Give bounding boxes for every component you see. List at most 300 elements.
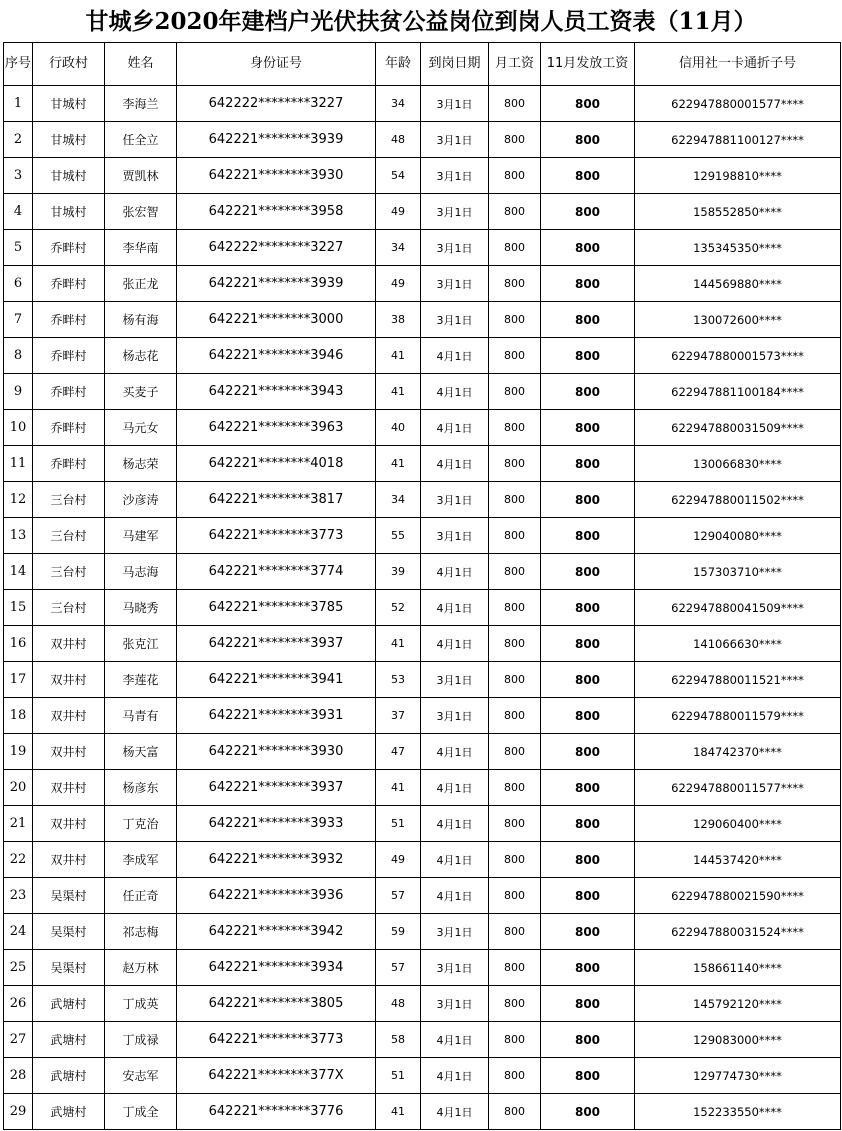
cell-salary: 800 [489, 410, 541, 446]
cell-id: 642222********3227 [177, 86, 376, 122]
cell-name: 安志军 [105, 1058, 177, 1094]
cell-seq: 16 [4, 626, 33, 662]
cell-salary: 800 [489, 1058, 541, 1094]
cell-salary: 800 [489, 698, 541, 734]
cell-salary: 800 [489, 338, 541, 374]
cell-date: 3月1日 [421, 194, 489, 230]
cell-id: 642221********3937 [177, 770, 376, 806]
cell-salary: 800 [489, 302, 541, 338]
cell-date: 3月1日 [421, 698, 489, 734]
cell-paid: 800 [541, 446, 635, 482]
cell-seq: 1 [4, 86, 33, 122]
cell-village: 乔畔村 [33, 410, 105, 446]
cell-id: 642221********377X [177, 1058, 376, 1094]
cell-name: 马建军 [105, 518, 177, 554]
cell-name: 李成军 [105, 842, 177, 878]
table-row [4, 734, 841, 770]
table-row [4, 266, 841, 302]
cell-date: 3月1日 [421, 230, 489, 266]
cell-salary: 800 [489, 914, 541, 950]
table-row [4, 842, 841, 878]
cell-account: 622947880041509**** [635, 590, 841, 626]
cell-name: 杨彦东 [105, 770, 177, 806]
table-row [4, 590, 841, 626]
cell-id: 642221********3930 [177, 734, 376, 770]
cell-paid: 800 [541, 914, 635, 950]
cell-salary: 800 [489, 950, 541, 986]
cell-age: 41 [376, 338, 421, 374]
table-row [4, 302, 841, 338]
cell-id: 642221********3773 [177, 518, 376, 554]
cell-name: 李海兰 [105, 86, 177, 122]
cell-seq: 6 [4, 266, 33, 302]
cell-date: 4月1日 [421, 842, 489, 878]
cell-account: 622947880011579**** [635, 698, 841, 734]
cell-paid: 800 [541, 698, 635, 734]
cell-account: 144537420**** [635, 842, 841, 878]
cell-salary: 800 [489, 878, 541, 914]
cell-age: 49 [376, 266, 421, 302]
cell-seq: 12 [4, 482, 33, 518]
cell-date: 3月1日 [421, 482, 489, 518]
cell-village: 双井村 [33, 842, 105, 878]
cell-paid: 800 [541, 230, 635, 266]
cell-account: 130066830**** [635, 446, 841, 482]
cell-salary: 800 [489, 446, 541, 482]
cell-name: 杨志花 [105, 338, 177, 374]
cell-date: 3月1日 [421, 914, 489, 950]
cell-account: 622947880011577**** [635, 770, 841, 806]
cell-id: 642221********3963 [177, 410, 376, 446]
cell-name: 马青有 [105, 698, 177, 734]
cell-village: 武塘村 [33, 1058, 105, 1094]
cell-account: 145792120**** [635, 986, 841, 1022]
cell-id: 642221********3776 [177, 1094, 376, 1130]
cell-village: 双井村 [33, 698, 105, 734]
cell-seq: 10 [4, 410, 33, 446]
table-row [4, 662, 841, 698]
cell-age: 59 [376, 914, 421, 950]
cell-salary: 800 [489, 734, 541, 770]
table-row [4, 446, 841, 482]
cell-id: 642221********3939 [177, 122, 376, 158]
cell-name: 张宏智 [105, 194, 177, 230]
cell-date: 4月1日 [421, 338, 489, 374]
cell-id: 642221********3943 [177, 374, 376, 410]
cell-salary: 800 [489, 590, 541, 626]
table-row [4, 482, 841, 518]
cell-id: 642221********3785 [177, 590, 376, 626]
cell-age: 49 [376, 194, 421, 230]
cell-age: 34 [376, 230, 421, 266]
cell-name: 马元女 [105, 410, 177, 446]
cell-salary: 800 [489, 770, 541, 806]
table-row [4, 1058, 841, 1094]
cell-village: 三台村 [33, 590, 105, 626]
col-header-paid: 11月发放工资 [541, 43, 635, 86]
col-header-account: 信用社一卡通折子号 [635, 43, 841, 86]
cell-account: 622947881100184**** [635, 374, 841, 410]
cell-age: 49 [376, 842, 421, 878]
cell-account: 158661140**** [635, 950, 841, 986]
cell-paid: 800 [541, 86, 635, 122]
cell-name: 李莲花 [105, 662, 177, 698]
cell-seq: 8 [4, 338, 33, 374]
cell-account: 622947881100127**** [635, 122, 841, 158]
cell-id: 642221********3946 [177, 338, 376, 374]
table-row [4, 878, 841, 914]
table-row [4, 1094, 841, 1130]
cell-name: 任全立 [105, 122, 177, 158]
cell-name: 张正龙 [105, 266, 177, 302]
table-row [4, 806, 841, 842]
cell-paid: 800 [541, 770, 635, 806]
cell-village: 吴渠村 [33, 950, 105, 986]
table-row [4, 770, 841, 806]
table-row [4, 698, 841, 734]
cell-date: 3月1日 [421, 662, 489, 698]
cell-account: 622947880001577**** [635, 86, 841, 122]
table-row [4, 86, 841, 122]
cell-account: 622947880021590**** [635, 878, 841, 914]
cell-salary: 800 [489, 554, 541, 590]
cell-village: 乔畔村 [33, 338, 105, 374]
cell-id: 642221********3774 [177, 554, 376, 590]
cell-date: 4月1日 [421, 1058, 489, 1094]
cell-id: 642221********3805 [177, 986, 376, 1022]
table-row [4, 626, 841, 662]
cell-paid: 800 [541, 158, 635, 194]
cell-account: 157303710**** [635, 554, 841, 590]
cell-date: 4月1日 [421, 446, 489, 482]
cell-village: 双井村 [33, 734, 105, 770]
cell-seq: 22 [4, 842, 33, 878]
cell-paid: 800 [541, 338, 635, 374]
cell-account: 152233550**** [635, 1094, 841, 1130]
cell-name: 贾凯林 [105, 158, 177, 194]
cell-seq: 21 [4, 806, 33, 842]
cell-paid: 800 [541, 122, 635, 158]
cell-seq: 19 [4, 734, 33, 770]
cell-name: 李华南 [105, 230, 177, 266]
cell-name: 杨有海 [105, 302, 177, 338]
cell-paid: 800 [541, 1094, 635, 1130]
col-header-date: 到岗日期 [421, 43, 489, 86]
cell-account: 144569880**** [635, 266, 841, 302]
cell-paid: 800 [541, 626, 635, 662]
cell-id: 642221********3939 [177, 266, 376, 302]
cell-paid: 800 [541, 734, 635, 770]
table-row [4, 338, 841, 374]
table-row [4, 950, 841, 986]
table-row [4, 230, 841, 266]
cell-village: 武塘村 [33, 1094, 105, 1130]
cell-age: 39 [376, 554, 421, 590]
cell-seq: 27 [4, 1022, 33, 1058]
col-header-age: 年龄 [376, 43, 421, 86]
cell-age: 41 [376, 374, 421, 410]
cell-village: 三台村 [33, 482, 105, 518]
cell-paid: 800 [541, 986, 635, 1022]
cell-name: 杨天富 [105, 734, 177, 770]
cell-date: 3月1日 [421, 950, 489, 986]
cell-seq: 4 [4, 194, 33, 230]
cell-age: 52 [376, 590, 421, 626]
table-row [4, 554, 841, 590]
cell-seq: 5 [4, 230, 33, 266]
cell-paid: 800 [541, 302, 635, 338]
cell-age: 34 [376, 86, 421, 122]
table-row [4, 518, 841, 554]
cell-date: 3月1日 [421, 302, 489, 338]
cell-date: 3月1日 [421, 86, 489, 122]
cell-paid: 800 [541, 374, 635, 410]
cell-account: 135345350**** [635, 230, 841, 266]
cell-account: 622947880011502**** [635, 482, 841, 518]
cell-date: 3月1日 [421, 986, 489, 1022]
cell-village: 吴渠村 [33, 878, 105, 914]
cell-name: 任正奇 [105, 878, 177, 914]
cell-paid: 800 [541, 590, 635, 626]
cell-id: 642221********3933 [177, 806, 376, 842]
cell-id: 642221********3941 [177, 662, 376, 698]
cell-date: 4月1日 [421, 590, 489, 626]
cell-age: 54 [376, 158, 421, 194]
cell-village: 武塘村 [33, 986, 105, 1022]
cell-name: 杨志荣 [105, 446, 177, 482]
cell-name: 丁成禄 [105, 1022, 177, 1058]
cell-date: 3月1日 [421, 158, 489, 194]
cell-name: 丁克治 [105, 806, 177, 842]
cell-village: 甘城村 [33, 86, 105, 122]
cell-id: 642221********3936 [177, 878, 376, 914]
cell-account: 130072600**** [635, 302, 841, 338]
cell-id: 642221********3958 [177, 194, 376, 230]
cell-seq: 11 [4, 446, 33, 482]
table-row [4, 914, 841, 950]
cell-age: 55 [376, 518, 421, 554]
cell-id: 642222********3227 [177, 230, 376, 266]
cell-seq: 13 [4, 518, 33, 554]
cell-age: 57 [376, 950, 421, 986]
cell-age: 51 [376, 806, 421, 842]
col-header-village: 行政村 [33, 43, 105, 86]
cell-date: 4月1日 [421, 806, 489, 842]
cell-account: 622947880001573**** [635, 338, 841, 374]
cell-salary: 800 [489, 518, 541, 554]
cell-paid: 800 [541, 482, 635, 518]
cell-name: 马晓秀 [105, 590, 177, 626]
cell-seq: 14 [4, 554, 33, 590]
cell-age: 41 [376, 1094, 421, 1130]
cell-village: 三台村 [33, 554, 105, 590]
cell-date: 3月1日 [421, 122, 489, 158]
cell-age: 48 [376, 122, 421, 158]
cell-village: 武塘村 [33, 1022, 105, 1058]
cell-id: 642221********4018 [177, 446, 376, 482]
cell-village: 吴渠村 [33, 914, 105, 950]
cell-account: 622947880031524**** [635, 914, 841, 950]
cell-salary: 800 [489, 230, 541, 266]
cell-name: 祁志梅 [105, 914, 177, 950]
cell-date: 4月1日 [421, 734, 489, 770]
cell-account: 129083000**** [635, 1022, 841, 1058]
cell-village: 双井村 [33, 770, 105, 806]
cell-paid: 800 [541, 842, 635, 878]
col-header-id: 身份证号 [177, 43, 376, 86]
cell-age: 48 [376, 986, 421, 1022]
cell-date: 4月1日 [421, 626, 489, 662]
cell-id: 642221********3773 [177, 1022, 376, 1058]
cell-age: 41 [376, 626, 421, 662]
cell-account: 129040080**** [635, 518, 841, 554]
cell-village: 双井村 [33, 626, 105, 662]
cell-seq: 7 [4, 302, 33, 338]
cell-age: 57 [376, 878, 421, 914]
cell-id: 642221********3934 [177, 950, 376, 986]
cell-account: 184742370**** [635, 734, 841, 770]
cell-salary: 800 [489, 122, 541, 158]
cell-id: 642221********3930 [177, 158, 376, 194]
cell-account: 622947880031509**** [635, 410, 841, 446]
cell-salary: 800 [489, 986, 541, 1022]
cell-salary: 800 [489, 158, 541, 194]
cell-village: 双井村 [33, 662, 105, 698]
cell-seq: 25 [4, 950, 33, 986]
cell-account: 622947880011521**** [635, 662, 841, 698]
table-row [4, 194, 841, 230]
cell-date: 4月1日 [421, 1094, 489, 1130]
cell-seq: 20 [4, 770, 33, 806]
cell-name: 赵万林 [105, 950, 177, 986]
cell-paid: 800 [541, 878, 635, 914]
cell-salary: 800 [489, 626, 541, 662]
cell-seq: 28 [4, 1058, 33, 1094]
cell-seq: 3 [4, 158, 33, 194]
cell-date: 4月1日 [421, 554, 489, 590]
col-header-salary: 月工资 [489, 43, 541, 86]
cell-seq: 17 [4, 662, 33, 698]
cell-date: 4月1日 [421, 410, 489, 446]
cell-age: 41 [376, 446, 421, 482]
cell-account: 129198810**** [635, 158, 841, 194]
cell-village: 乔畔村 [33, 374, 105, 410]
cell-date: 3月1日 [421, 518, 489, 554]
cell-account: 129060400**** [635, 806, 841, 842]
cell-date: 4月1日 [421, 374, 489, 410]
cell-seq: 23 [4, 878, 33, 914]
cell-paid: 800 [541, 1058, 635, 1094]
header-row [4, 43, 841, 86]
cell-age: 47 [376, 734, 421, 770]
cell-village: 乔畔村 [33, 302, 105, 338]
cell-paid: 800 [541, 266, 635, 302]
cell-id: 642221********3817 [177, 482, 376, 518]
cell-seq: 2 [4, 122, 33, 158]
cell-seq: 24 [4, 914, 33, 950]
cell-age: 40 [376, 410, 421, 446]
cell-id: 642221********3931 [177, 698, 376, 734]
cell-age: 58 [376, 1022, 421, 1058]
cell-salary: 800 [489, 266, 541, 302]
cell-account: 129774730**** [635, 1058, 841, 1094]
cell-paid: 800 [541, 1022, 635, 1058]
cell-account: 158552850**** [635, 194, 841, 230]
cell-name: 马志海 [105, 554, 177, 590]
cell-date: 4月1日 [421, 1022, 489, 1058]
cell-paid: 800 [541, 662, 635, 698]
cell-id: 642221********3000 [177, 302, 376, 338]
cell-salary: 800 [489, 374, 541, 410]
table-row [4, 374, 841, 410]
cell-village: 乔畔村 [33, 446, 105, 482]
cell-name: 丁成全 [105, 1094, 177, 1130]
cell-name: 张克江 [105, 626, 177, 662]
cell-village: 乔畔村 [33, 230, 105, 266]
cell-age: 38 [376, 302, 421, 338]
cell-paid: 800 [541, 806, 635, 842]
cell-seq: 29 [4, 1094, 33, 1130]
cell-seq: 15 [4, 590, 33, 626]
page-title: 甘城乡2020年建档户光伏扶贫公益岗位到岗人员工资表（11月） [85, 8, 757, 35]
salary-table [3, 42, 841, 1130]
cell-id: 642221********3942 [177, 914, 376, 950]
cell-village: 甘城村 [33, 122, 105, 158]
cell-salary: 800 [489, 662, 541, 698]
cell-paid: 800 [541, 410, 635, 446]
cell-seq: 18 [4, 698, 33, 734]
cell-age: 53 [376, 662, 421, 698]
cell-paid: 800 [541, 554, 635, 590]
cell-village: 三台村 [33, 518, 105, 554]
table-row [4, 986, 841, 1022]
cell-name: 买麦子 [105, 374, 177, 410]
table-row [4, 158, 841, 194]
cell-village: 双井村 [33, 806, 105, 842]
cell-salary: 800 [489, 1022, 541, 1058]
cell-salary: 800 [489, 194, 541, 230]
cell-seq: 26 [4, 986, 33, 1022]
cell-id: 642221********3932 [177, 842, 376, 878]
cell-salary: 800 [489, 1094, 541, 1130]
cell-salary: 800 [489, 842, 541, 878]
cell-village: 甘城村 [33, 158, 105, 194]
cell-date: 3月1日 [421, 266, 489, 302]
cell-date: 4月1日 [421, 878, 489, 914]
cell-date: 4月1日 [421, 770, 489, 806]
cell-name: 沙彦涛 [105, 482, 177, 518]
cell-salary: 800 [489, 806, 541, 842]
cell-account: 141066630**** [635, 626, 841, 662]
cell-village: 甘城村 [33, 194, 105, 230]
cell-age: 34 [376, 482, 421, 518]
cell-name: 丁成英 [105, 986, 177, 1022]
cell-salary: 800 [489, 482, 541, 518]
cell-paid: 800 [541, 950, 635, 986]
table-row [4, 410, 841, 446]
cell-village: 乔畔村 [33, 266, 105, 302]
col-header-name: 姓名 [105, 43, 177, 86]
cell-age: 41 [376, 770, 421, 806]
cell-salary: 800 [489, 86, 541, 122]
cell-seq: 9 [4, 374, 33, 410]
cell-age: 51 [376, 1058, 421, 1094]
cell-paid: 800 [541, 194, 635, 230]
table-row [4, 122, 841, 158]
cell-paid: 800 [541, 518, 635, 554]
table-row [4, 1022, 841, 1058]
cell-id: 642221********3937 [177, 626, 376, 662]
